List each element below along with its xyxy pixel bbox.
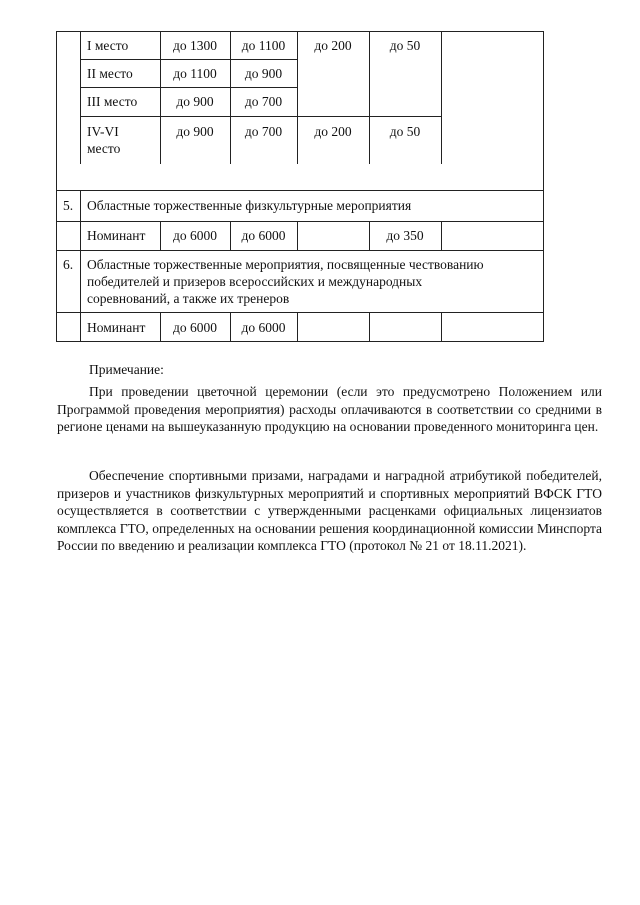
- rule-row2: [80, 87, 297, 88]
- value-cell: до 1100: [241, 38, 286, 53]
- num-col-divider-b: [80, 190, 81, 341]
- section-title-line1: Областные торжественные мероприятия, посвященные чествованию: [87, 257, 484, 272]
- value-cell: до 50: [389, 124, 421, 139]
- rule-row1: [80, 59, 297, 60]
- value-cell: до 700: [244, 124, 283, 139]
- note-heading: Примечание:: [89, 362, 164, 377]
- value-cell: до 6000: [241, 228, 286, 243]
- col-divider-3c: [297, 312, 298, 341]
- col-divider-5a: [441, 31, 442, 164]
- value-cell: до 1100: [173, 66, 217, 81]
- section-title-line3: соревнований, а также их тренеров: [87, 291, 290, 306]
- section-number: 5.: [63, 198, 74, 213]
- value-cell: до 200: [314, 124, 352, 139]
- note-paragraph-1: При проведении цветочной церемонии (если это предусмотрено Положением или Программой проведения мероприятия) расходы оплачиваются в соответствии со средними в регионе ценами на вышеуказанную продукцию на основании проведенного мониторинга цен.: [57, 384, 602, 434]
- place-label-line2: место: [87, 141, 121, 156]
- value-cell: до 6000: [241, 320, 286, 335]
- section-title-line2: победителей и призеров всероссийских и международных: [87, 274, 423, 289]
- table-top-border: [56, 31, 544, 32]
- col-divider-3b: [297, 221, 298, 250]
- place-label: II место: [87, 66, 133, 81]
- section-number: 6.: [63, 257, 74, 272]
- table-bottom-border: [56, 341, 544, 342]
- value-cell: до 350: [386, 228, 424, 243]
- nominee-label: Номинант: [87, 320, 146, 335]
- col-divider-4c: [369, 312, 370, 341]
- rule-section6-title: [56, 312, 544, 313]
- value-cell: до 200: [314, 38, 352, 53]
- value-cell: до 50: [389, 38, 421, 53]
- value-cell: до 6000: [173, 320, 217, 335]
- place-label: III место: [87, 94, 138, 109]
- col-divider-5c: [441, 312, 442, 341]
- value-cell: до 900: [176, 94, 214, 109]
- place-label: IV-VI: [87, 124, 119, 139]
- value-cell: до 900: [244, 66, 283, 81]
- value-cell: до 1300: [173, 38, 217, 53]
- prize-budget-table: [56, 31, 544, 341]
- rule-row3: [80, 116, 442, 117]
- rule-section4-end: [56, 190, 544, 191]
- note-paragraph-2: Обеспечение спортивными призами, наградами и наградной атрибутикой победителей, призеров и участников физкультурных мероприятий и спортивных мероприятий ВФСК ГТО осуществляется в соответствии с утвержденными расценками официальных лицензиатов комплекса ГТО, определенных на основании решения координационной комиссии Минспорта России по введению и реализации комплекса ГТО (протокол № 21 от 18.11.2021).: [57, 468, 602, 553]
- nominee-label: Номинант: [87, 228, 146, 243]
- value-cell: до 900: [176, 124, 214, 139]
- rule-section5-title: [56, 221, 544, 222]
- place-label: I место: [87, 38, 129, 53]
- value-cell: до 700: [244, 94, 283, 109]
- col-divider-5b: [441, 221, 442, 250]
- value-cell: до 6000: [173, 228, 217, 243]
- table-right-border: [543, 31, 544, 342]
- rule-section5-row: [56, 250, 544, 251]
- section-title: Областные торжественные физкультурные мероприятия: [87, 198, 412, 213]
- num-col-divider-a: [80, 31, 81, 164]
- table-left-border: [56, 31, 57, 342]
